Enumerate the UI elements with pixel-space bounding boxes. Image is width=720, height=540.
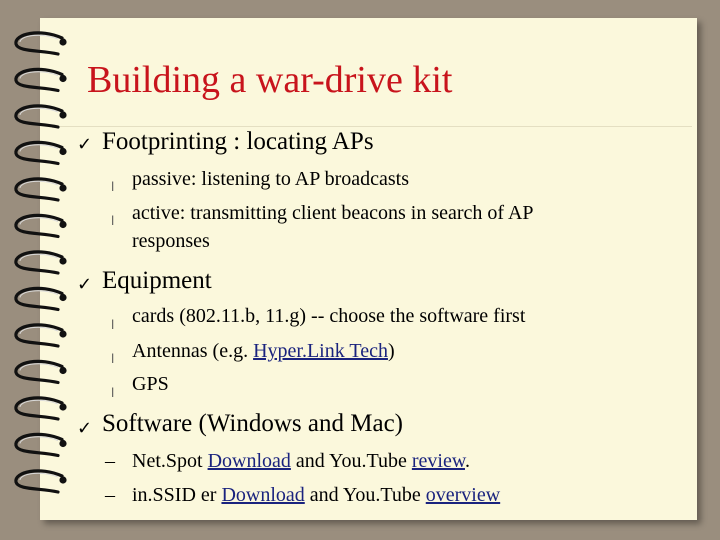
sub-bullet-cards: cards (802.11.b, 11.g) -- choose the software first <box>132 305 526 327</box>
binding-hole <box>59 440 66 447</box>
small-bullet-icon: l <box>111 214 115 228</box>
sub-bullet-inssider <box>132 484 500 507</box>
binding-ring-highlight <box>20 72 58 79</box>
binding-hole <box>59 330 66 337</box>
binding-ring-highlight <box>20 473 58 480</box>
binding-ring <box>16 252 62 273</box>
netspot-download-link[interactable]: Download <box>207 450 291 472</box>
netspot-name: Net.Spot <box>132 450 208 472</box>
binding-ring <box>16 69 62 90</box>
binding-ring <box>16 33 62 54</box>
check-mark-icon: ✓ <box>77 274 93 295</box>
binding-ring-highlight <box>20 108 58 115</box>
binding-hole <box>59 403 66 410</box>
binding-ring <box>16 325 62 346</box>
binding-ring <box>16 179 62 200</box>
sub-bullet-passive: passive: listening to AP broadcasts <box>132 168 410 190</box>
binding-ring <box>16 106 62 127</box>
binding-ring-highlight <box>20 327 58 334</box>
binding-ring-highlight <box>20 145 58 152</box>
binding-ring <box>16 434 62 455</box>
binding-ring-highlight <box>20 35 58 42</box>
binding-ring-highlight <box>20 364 58 371</box>
binding-ring <box>16 398 62 419</box>
binding-hole <box>59 75 66 82</box>
binding-ring-highlight <box>20 181 58 188</box>
check-mark-icon: ✓ <box>77 418 93 439</box>
sub-bullet-gps: GPS <box>132 373 169 395</box>
bullet-footprinting: Footprinting : locating APs <box>102 128 374 155</box>
check-mark-icon: ✓ <box>77 134 93 155</box>
small-bullet-icon: l <box>111 318 115 332</box>
sub-bullet-active-continued: responses <box>132 230 210 252</box>
antennas-suffix: ) <box>387 340 395 362</box>
binding-hole <box>59 38 66 45</box>
binding-ring-highlight <box>20 291 58 298</box>
binding-hole <box>59 148 66 155</box>
inssid-mid: and You.Tube <box>304 484 426 506</box>
binding-hole <box>59 476 66 483</box>
sub-bullet-netspot <box>132 450 470 473</box>
binding-hole <box>59 111 66 118</box>
slide-title: Building a war-drive kit <box>87 59 453 101</box>
binding-hole <box>59 221 66 228</box>
sub-bullet-active: active: transmitting client beacons in search of AP <box>132 202 534 224</box>
binding-hole <box>59 367 66 374</box>
binding-hole <box>59 257 66 264</box>
netspot-mid: and You.Tube <box>290 450 412 472</box>
hyperlink-tech-link[interactable]: Hyper.Link Tech <box>253 340 388 362</box>
netspot-review-link[interactable]: review <box>411 450 465 472</box>
binding-ring-highlight <box>20 437 58 444</box>
binding-ring <box>16 142 62 163</box>
binding-ring-highlight <box>20 254 58 261</box>
title-divider <box>60 126 692 127</box>
inssid-name: in.SSID er <box>132 484 222 506</box>
binding-hole <box>59 184 66 191</box>
sub-bullet-antennas <box>132 340 395 363</box>
dash-bullet: – <box>105 484 115 506</box>
dash-bullet: – <box>105 450 115 472</box>
binding-ring-highlight <box>20 218 58 225</box>
binding-ring <box>16 471 62 492</box>
binding-hole <box>59 294 66 301</box>
spiral-binding <box>0 0 80 540</box>
binding-ring <box>16 215 62 236</box>
inssid-overview-link[interactable]: overview <box>425 484 501 506</box>
bullet-software: Software (Windows and Mac) <box>102 410 403 437</box>
bullet-equipment: Equipment <box>102 267 212 294</box>
binding-ring <box>16 361 62 382</box>
inssid-download-link[interactable]: Download <box>221 484 305 506</box>
netspot-end: . <box>464 450 470 472</box>
small-bullet-icon: l <box>111 352 115 366</box>
binding-ring <box>16 288 62 309</box>
small-bullet-icon: l <box>111 386 115 400</box>
binding-ring-highlight <box>20 400 58 407</box>
antennas-prefix: Antennas (e.g. <box>132 340 254 362</box>
small-bullet-icon: l <box>111 180 115 194</box>
